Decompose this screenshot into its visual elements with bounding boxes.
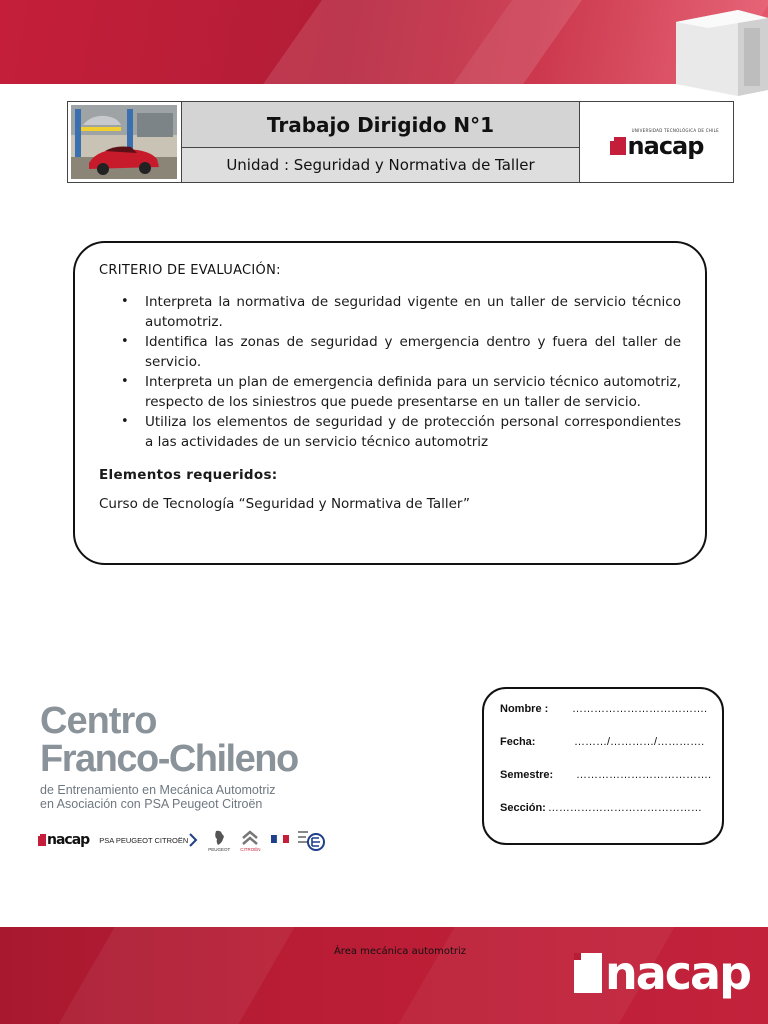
semestre-row [500,769,722,802]
inacap-mark-icon [610,137,626,155]
list-item [119,292,681,332]
partner-inacap-word: nacap [47,832,90,848]
peugeot-text: PEUGEOT [208,846,231,852]
inacap-wordmark: nacap [627,131,704,160]
criteria-item-text: Identifica las zonas de seguridad y emergencia dentro y fuera del taller de servicio. [145,334,681,370]
required-heading: Elementos requeridos: [99,467,278,483]
cfc-subtitle-line2: en Asociación con PSA Peugeot Citroën [40,797,263,811]
bullet-icon: • [121,334,129,349]
list-item [119,412,681,452]
criteria-box [73,241,707,565]
criteria-item-text: Utiliza los elementos de seguridad y de protección personal correspondientes a las actividades de un servicio técnico automotriz [145,414,681,450]
workshop-photo [68,102,182,182]
page-title: Trabajo Dirigido N°1 [182,102,579,148]
bullet-icon: • [121,414,129,429]
unit-subtitle: Unidad : Seguridad y Normativa de Taller [182,148,579,182]
french-republic-icon [271,833,291,847]
top-banner [0,0,768,84]
citroen-logo [240,829,260,852]
seccion-label: Sección: [500,802,546,814]
seccion-field[interactable]: …………………………………… [547,802,702,814]
seccion-row [500,802,722,835]
partner-inacap-logo [38,833,89,847]
footer-streak [34,927,306,1024]
cfc-title-line1: Centro [40,700,157,742]
nombre-field[interactable]: ………………………………. [572,703,708,715]
required-text: Curso de Tecnología “Seguridad y Normativa de Taller” [99,496,471,512]
nombre-label: Nombre : [500,703,549,715]
psa-mark-icon [188,833,198,847]
citroen-text: CITROËN [240,846,261,852]
peugeot-lion-icon [210,829,228,847]
footer-band [0,927,768,1024]
footer-inacap-logo [574,946,750,1000]
document-header [67,101,734,183]
peugeot-logo [208,829,230,852]
criteria-heading: CRITERIO DE EVALUACIÓN: [99,263,281,278]
inacap-mark-icon [574,953,602,993]
footer-caption: Área mecánica automotriz [333,946,467,957]
partner-logos [38,822,344,858]
inacap-mark-icon [38,834,46,846]
criteria-list [119,292,681,452]
cfc-subtitle-line1: de Entrenamiento en Mecánica Automotriz [40,783,276,797]
centro-franco-chileno-logo [40,700,340,811]
fecha-field[interactable]: ………/…………/…………. [574,736,705,748]
nombre-row [500,703,722,736]
list-item [119,372,681,412]
student-info-box [482,687,724,845]
fecha-row [500,736,722,769]
bullet-icon: • [121,294,129,309]
logo-tagline: UNIVERSIDAD TECNOLÓGICA DE CHILE [631,127,719,133]
education-ministry-icon [297,825,325,855]
cube-graphic [658,0,768,96]
criteria-item-text: Interpreta la normativa de seguridad vigente en un taller de servicio técnico automotriz. [145,294,681,330]
semestre-label: Semestre: [500,769,554,781]
psa-text: PSA PEUGEOT CITROËN [99,835,189,845]
psa-logo [99,833,198,847]
criteria-item-text: Interpreta un plan de emergencia definida para un servicio técnico automotriz, respecto de los siniestros que puede presentarse en un taller de servicio. [145,374,681,410]
citroen-chevrons-icon [240,829,260,847]
semestre-field[interactable]: ………………………………. [576,769,712,781]
footer-inacap-wordmark: nacap [604,946,750,1000]
cfc-title-line2: Franco-Chileno [40,738,298,780]
bullet-icon: • [121,374,129,389]
list-item [119,332,681,372]
fecha-label: Fecha: [500,736,536,748]
inacap-logo [580,102,733,182]
